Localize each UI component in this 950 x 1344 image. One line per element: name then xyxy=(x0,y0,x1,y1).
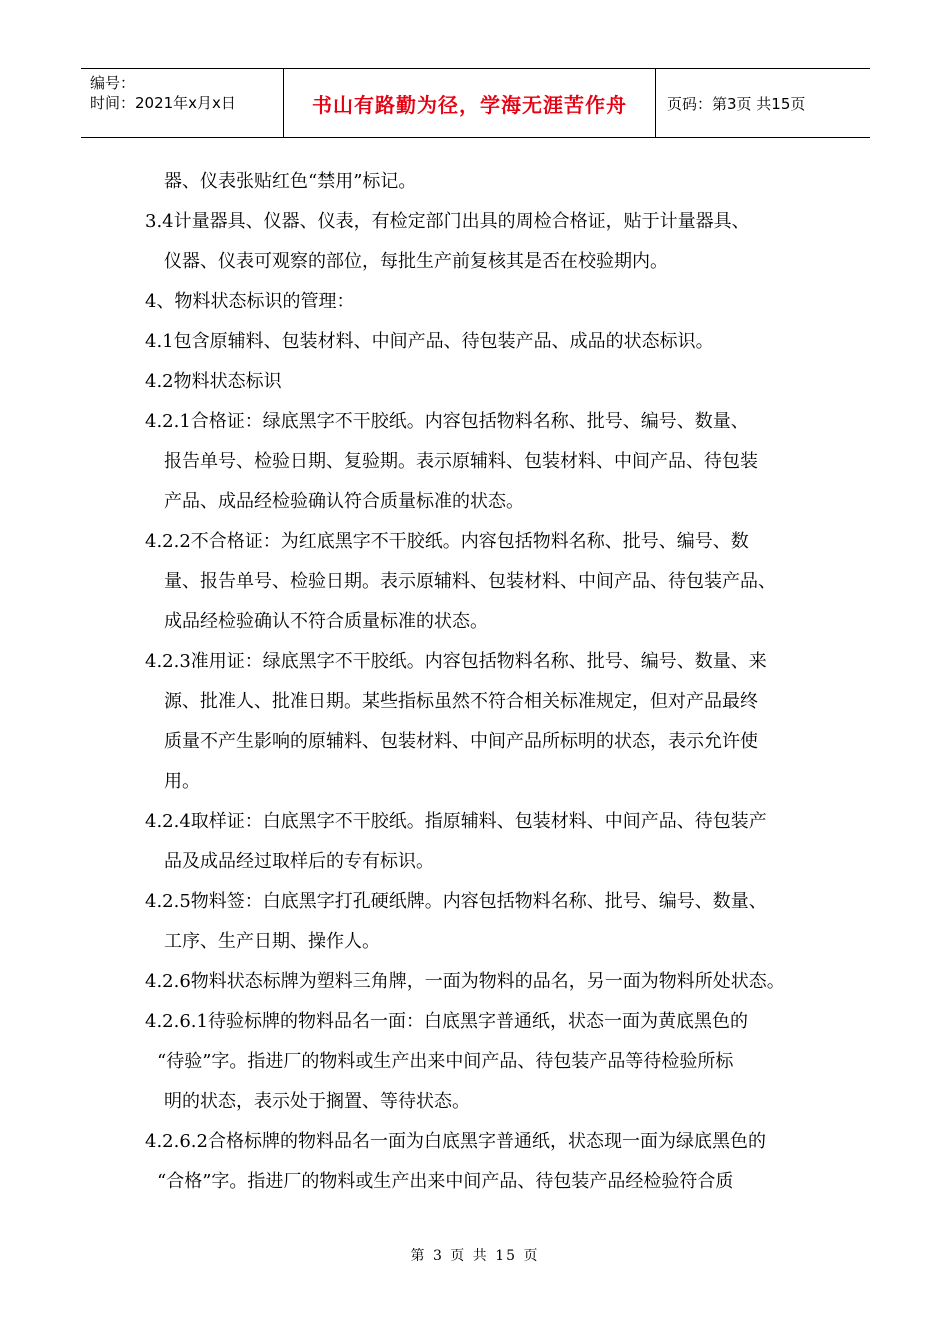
body-line: 质量不产生影响的原辅料、包装材料、中间产品所标明的状态，表示允许使 xyxy=(164,731,758,752)
body-line: “合格”字。指进厂的物料或生产出来中间产品、待包装产品经检验符合质 xyxy=(157,1171,734,1192)
body-line: 4.2.6物料状态标牌为塑料三角牌，一面为物料的品名，另一面为物料所处状态。 xyxy=(145,971,785,992)
header-meta-cell xyxy=(81,69,283,137)
document-date-label: 时间：2021年x月x日 xyxy=(90,94,236,112)
body-line: 器、仪表张贴红色“禁用”标记。 xyxy=(164,171,417,192)
page-footer: 第 3 页 共 15 页 xyxy=(410,1248,540,1264)
header-motto: 书山有路勤为径，学海无涯苦作舟 xyxy=(283,69,656,137)
body-line: 4.1包含原辅料、包装材料、中间产品、待包装产品、成品的状态标识。 xyxy=(145,331,714,352)
body-line: 4.2.6.1待验标牌的物料品名一面：白底黑字普通纸，状态一面为黄底黑色的 xyxy=(145,1011,748,1032)
body-line: 4.2.1合格证：绿底黑字不干胶纸。内容包括物料名称、批号、编号、数量、 xyxy=(145,411,749,432)
body-line: 产品、成品经检验确认符合质量标准的状态。 xyxy=(164,491,524,512)
body-line: 3.4计量器具、仪器、仪表，有检定部门出具的周检合格证，贴于计量器具、 xyxy=(145,211,750,232)
body-line: 仪器、仪表可观察的部位，每批生产前复核其是否在校验期内。 xyxy=(164,251,668,272)
header-page-info: 页码：第3页 共15页 xyxy=(667,94,806,113)
body-line: 工序、生产日期、操作人。 xyxy=(164,931,380,952)
body-line: 4.2.6.2合格标牌的物料品名一面为白底黑字普通纸，状态现一面为绿底黑色的 xyxy=(145,1131,766,1152)
body-line: 4.2.5物料签：白底黑字打孔硬纸牌。内容包括物料名称、批号、编号、数量、 xyxy=(145,891,767,912)
body-line: 4.2物料状态标识 xyxy=(145,371,282,392)
body-line: 报告单号、检验日期、复验期。表示原辅料、包装材料、中间产品、待包装 xyxy=(164,451,758,472)
body-line: 4.2.2不合格证：为红底黑字不干胶纸。内容包括物料名称、批号、编号、数 xyxy=(145,531,749,552)
body-line: 源、批准人、批准日期。某些指标虽然不符合相关标准规定，但对产品最终 xyxy=(164,691,758,712)
body-line: 用。 xyxy=(164,771,200,792)
body-line: “待验”字。指进厂的物料或生产出来中间产品、待包装产品等待检验所标 xyxy=(157,1051,734,1072)
body-line: 品及成品经过取样后的专有标识。 xyxy=(164,851,434,872)
body-line: 成品经检验确认不符合质量标准的状态。 xyxy=(164,611,488,632)
body-line: 量、报告单号、检验日期。表示原辅料、包装材料、中间产品、待包装产品、 xyxy=(164,571,776,592)
body-line: 明的状态，表示处于搁置、等待状态。 xyxy=(164,1091,470,1112)
body-line: 4.2.4取样证：白底黑字不干胶纸。指原辅料、包装材料、中间产品、待包装产 xyxy=(145,811,767,832)
document-number-label: 编号： xyxy=(90,74,136,92)
document-header xyxy=(81,68,870,138)
body-line: 4、物料状态标识的管理： xyxy=(145,291,355,312)
body-line: 4.2.3准用证：绿底黑字不干胶纸。内容包括物料名称、批号、编号、数量、来 xyxy=(145,651,767,672)
